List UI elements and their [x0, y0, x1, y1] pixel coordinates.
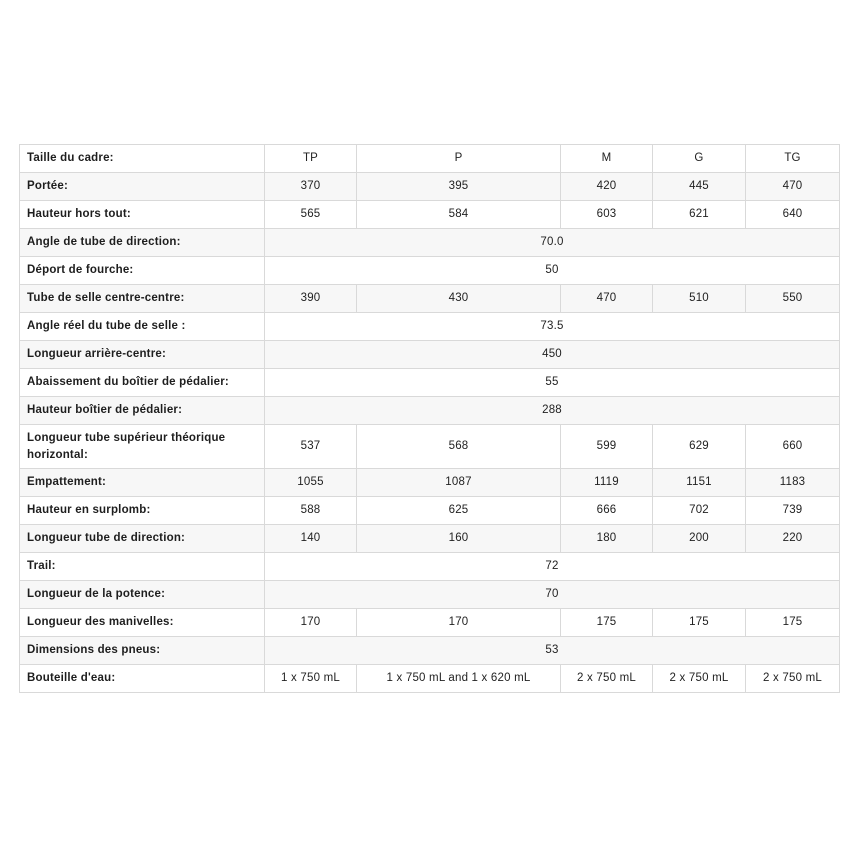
cell-value: 537 [265, 425, 357, 469]
header-label: Taille du cadre: [20, 145, 265, 173]
table-row [20, 257, 840, 285]
row-label: Hauteur en surplomb: [20, 497, 265, 525]
cell-value: 702 [653, 497, 746, 525]
row-label: Hauteur boîtier de pédalier: [20, 397, 265, 425]
cell-value: 599 [561, 425, 653, 469]
table-row [20, 313, 840, 341]
row-label: Angle réel du tube de selle : [20, 313, 265, 341]
cell-value: 175 [746, 609, 840, 637]
row-label: Angle de tube de direction: [20, 229, 265, 257]
cell-value: 510 [653, 285, 746, 313]
cell-value: 565 [265, 201, 357, 229]
row-label: Hauteur hors tout: [20, 201, 265, 229]
cell-value: 395 [357, 173, 561, 201]
cell-value: 629 [653, 425, 746, 469]
cell-value: 180 [561, 525, 653, 553]
cell-value: 175 [653, 609, 746, 637]
table-row [20, 581, 840, 609]
cell-value-merged: 288 [265, 397, 840, 425]
column-header-p: P [357, 145, 561, 173]
cell-value: 640 [746, 201, 840, 229]
table-row [20, 425, 840, 469]
cell-value-merged: 53 [265, 637, 840, 665]
cell-value-merged: 50 [265, 257, 840, 285]
cell-value-merged: 55 [265, 369, 840, 397]
cell-value: 430 [357, 285, 561, 313]
cell-value: 160 [357, 525, 561, 553]
cell-value: 588 [265, 497, 357, 525]
row-label: Longueur des manivelles: [20, 609, 265, 637]
cell-value: 2 x 750 mL [653, 665, 746, 693]
table-row [20, 497, 840, 525]
table-row [20, 553, 840, 581]
table-row [20, 173, 840, 201]
row-label: Longueur tube de direction: [20, 525, 265, 553]
table-row [20, 637, 840, 665]
table-row [20, 369, 840, 397]
cell-value: 1055 [265, 469, 357, 497]
cell-value: 170 [357, 609, 561, 637]
table-header-row [20, 145, 840, 173]
cell-value: 140 [265, 525, 357, 553]
table-row [20, 285, 840, 313]
cell-value-merged: 72 [265, 553, 840, 581]
cell-value: 739 [746, 497, 840, 525]
cell-value: 420 [561, 173, 653, 201]
row-label: Longueur arrière-centre: [20, 341, 265, 369]
column-header-m: M [561, 145, 653, 173]
row-label: Déport de fourche: [20, 257, 265, 285]
row-label: Portée: [20, 173, 265, 201]
cell-value: 660 [746, 425, 840, 469]
cell-value: 1183 [746, 469, 840, 497]
cell-value: 220 [746, 525, 840, 553]
column-header-g: G [653, 145, 746, 173]
cell-value: 1 x 750 mL and 1 x 620 mL [357, 665, 561, 693]
cell-value: 175 [561, 609, 653, 637]
cell-value: 1 x 750 mL [265, 665, 357, 693]
cell-value-merged: 450 [265, 341, 840, 369]
row-label: Bouteille d'eau: [20, 665, 265, 693]
cell-value: 200 [653, 525, 746, 553]
row-label: Longueur tube supérieur théorique horizontal: [20, 425, 265, 469]
cell-value: 370 [265, 173, 357, 201]
cell-value: 584 [357, 201, 561, 229]
cell-value-merged: 70.0 [265, 229, 840, 257]
cell-value: 2 x 750 mL [561, 665, 653, 693]
cell-value: 1087 [357, 469, 561, 497]
cell-value: 1151 [653, 469, 746, 497]
column-header-tg: TG [746, 145, 840, 173]
cell-value: 390 [265, 285, 357, 313]
row-label: Tube de selle centre-centre: [20, 285, 265, 313]
table-row [20, 665, 840, 693]
cell-value: 470 [561, 285, 653, 313]
row-label: Longueur de la potence: [20, 581, 265, 609]
cell-value: 603 [561, 201, 653, 229]
row-label: Empattement: [20, 469, 265, 497]
row-label: Trail: [20, 553, 265, 581]
table-row [20, 609, 840, 637]
cell-value-merged: 70 [265, 581, 840, 609]
geometry-table [19, 144, 840, 693]
cell-value-merged: 73.5 [265, 313, 840, 341]
cell-value: 666 [561, 497, 653, 525]
table-row [20, 229, 840, 257]
column-header-tp: TP [265, 145, 357, 173]
cell-value: 550 [746, 285, 840, 313]
cell-value: 470 [746, 173, 840, 201]
cell-value: 1119 [561, 469, 653, 497]
table-row [20, 525, 840, 553]
row-label: Abaissement du boîtier de pédalier: [20, 369, 265, 397]
cell-value: 445 [653, 173, 746, 201]
table-row [20, 397, 840, 425]
table-row [20, 341, 840, 369]
cell-value: 621 [653, 201, 746, 229]
cell-value: 568 [357, 425, 561, 469]
table-row [20, 201, 840, 229]
cell-value: 2 x 750 mL [746, 665, 840, 693]
row-label: Dimensions des pneus: [20, 637, 265, 665]
cell-value: 625 [357, 497, 561, 525]
cell-value: 170 [265, 609, 357, 637]
table-row [20, 469, 840, 497]
